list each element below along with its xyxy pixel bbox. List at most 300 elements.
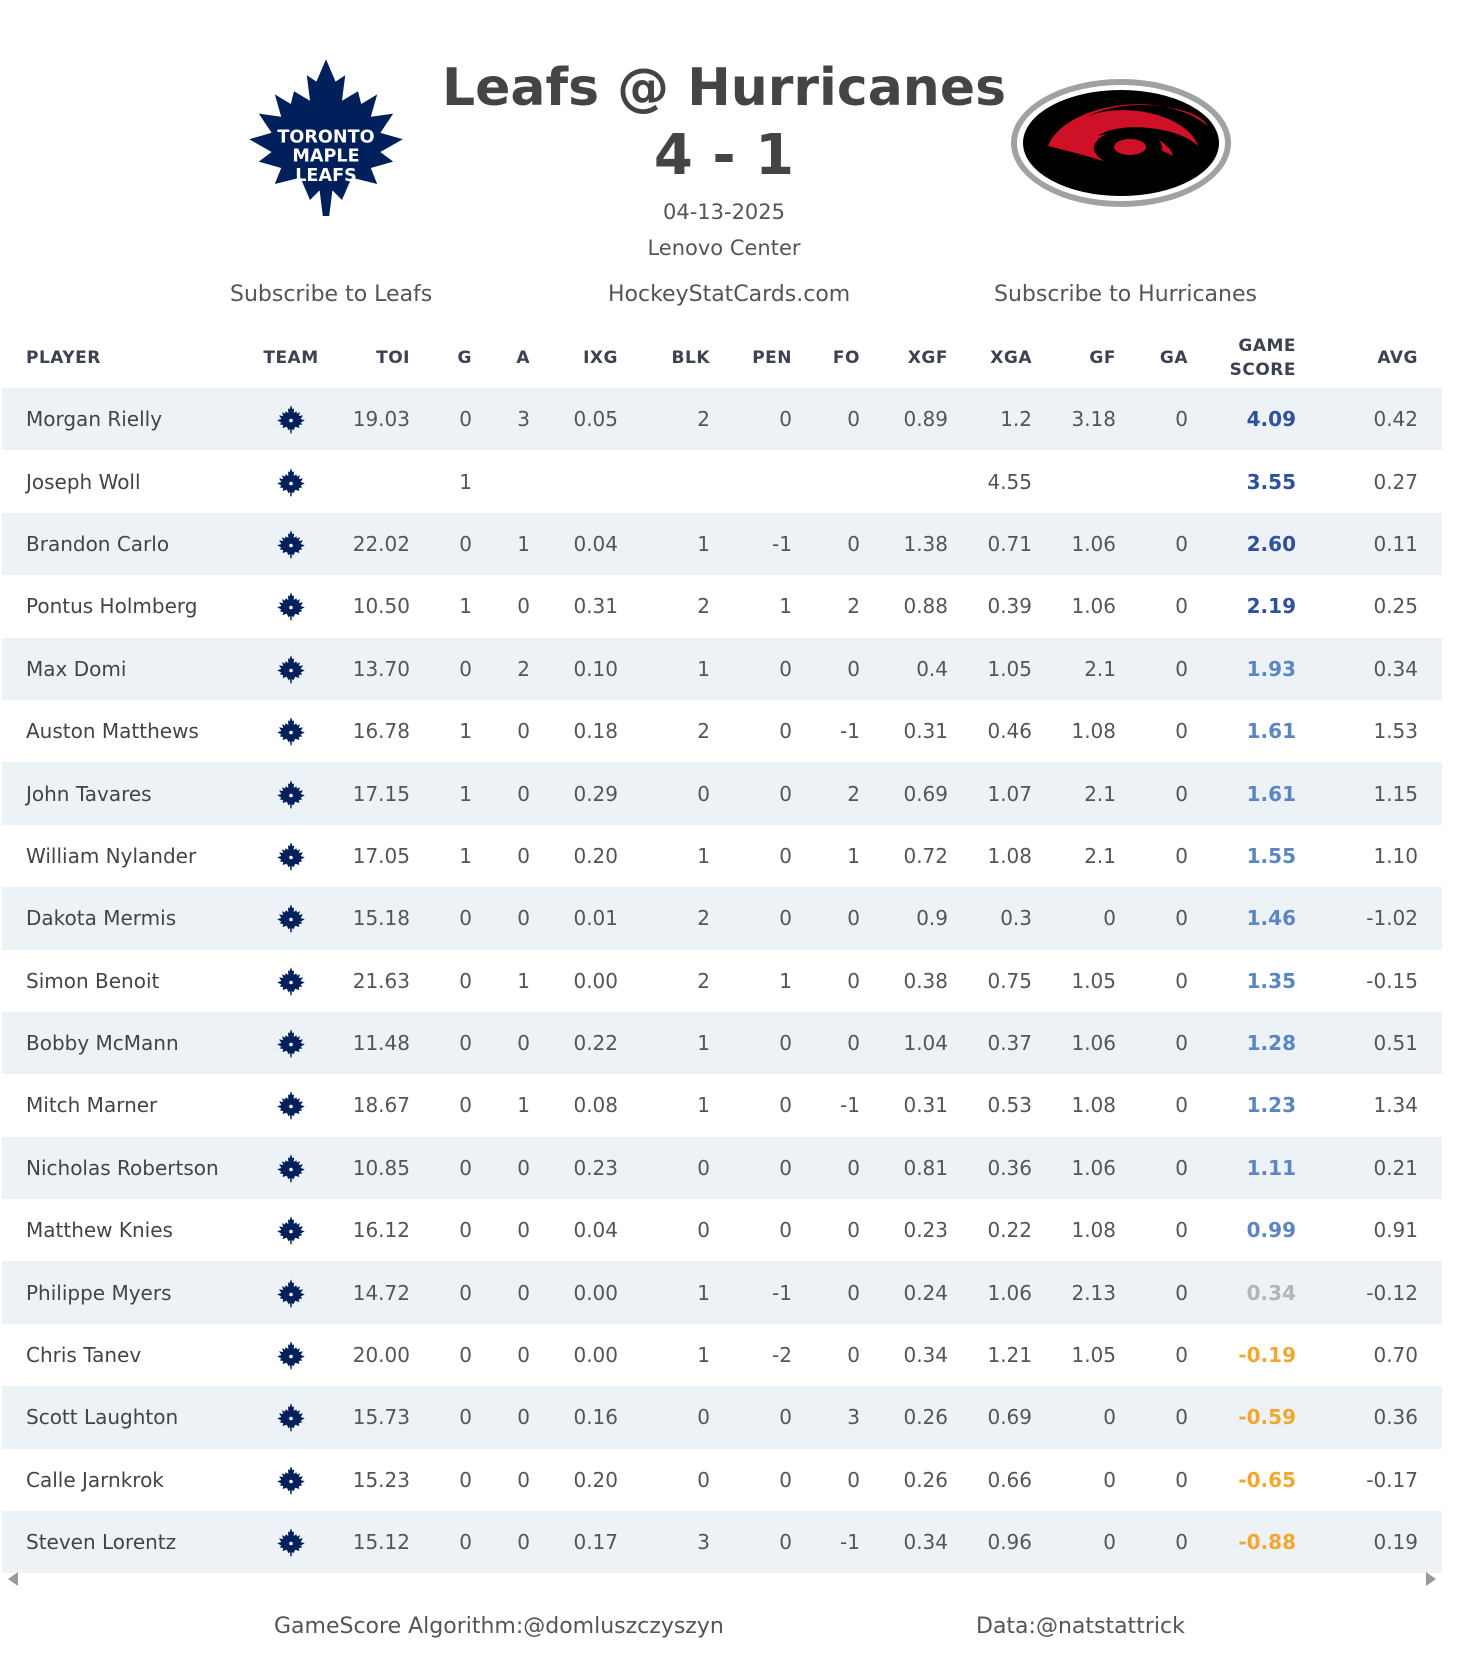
stat-ga: 0 — [1175, 719, 1188, 744]
stat-avg: -1.02 — [1320, 887, 1442, 949]
stat-game-score: 2.60 — [1212, 513, 1320, 575]
stat-fo: -1 — [840, 719, 860, 744]
player-name: Auston Matthews — [26, 719, 199, 744]
maple-leaf-icon — [276, 1339, 306, 1371]
stat-a: 3 — [496, 388, 554, 450]
maple-leaf-icon — [276, 1401, 306, 1433]
maple-leaf-icon — [276, 590, 306, 622]
stat-blk: 1 — [697, 1343, 710, 1368]
team-cell — [234, 513, 348, 575]
stat-gf — [1056, 450, 1140, 512]
stat-blk: 0 — [697, 1218, 710, 1243]
table-row — [2, 388, 1442, 450]
stat-a: 0 — [517, 1343, 530, 1368]
stat-pen: 0 — [734, 1012, 816, 1074]
stat-pen: 0 — [779, 1093, 792, 1118]
stat-a: 1 — [517, 1093, 530, 1118]
maple-leaf-icon — [276, 403, 306, 435]
stat-gf: 1.08 — [1071, 1218, 1116, 1243]
stat-game-score: 0.34 — [1212, 1261, 1320, 1323]
column-header-fo[interactable]: FO — [832, 348, 860, 368]
stat-toi: 11.48 — [348, 1012, 434, 1074]
team-cell — [234, 700, 348, 762]
stat-ixg: 0.01 — [554, 887, 642, 949]
stat-xgf: 0.26 — [884, 1386, 972, 1448]
maple-leaf-icon — [276, 528, 306, 560]
table-row — [2, 1324, 1442, 1386]
stat-toi: 18.67 — [352, 1093, 410, 1118]
stat-blk: 0 — [642, 762, 734, 824]
stat-fo: 0 — [816, 388, 884, 450]
stat-game-score: 4.09 — [1212, 388, 1320, 450]
team-cell — [234, 1449, 348, 1511]
column-header-player[interactable]: PLAYER — [26, 348, 101, 368]
stat-fo: 0 — [816, 513, 884, 575]
stat-xga: 1.2 — [972, 388, 1056, 450]
algorithm-credit[interactable]: GameScore Algorithm:@domluszczyszyn — [274, 1614, 724, 1639]
stat-gf: 2.13 — [1056, 1261, 1140, 1323]
stat-g: 0 — [434, 638, 496, 700]
horizontal-scrollbar[interactable] — [2, 1570, 1442, 1590]
stat-ixg: 0.00 — [573, 1343, 618, 1368]
column-header-avg[interactable]: AVG — [1377, 348, 1418, 368]
stat-blk: 1 — [642, 1261, 734, 1323]
stat-gf: 2.1 — [1084, 843, 1116, 868]
scroll-right-icon[interactable] — [1426, 1572, 1436, 1586]
stat-ixg: 0.16 — [554, 1386, 642, 1448]
table-row — [2, 1012, 1442, 1074]
stat-pen: 0 — [734, 1137, 816, 1199]
stat-g: 0 — [434, 388, 496, 450]
maple-leaf-icon — [276, 1526, 306, 1558]
team-cell — [234, 950, 348, 1012]
stat-avg: 0.51 — [1320, 1012, 1442, 1074]
stat-g: 0 — [434, 513, 496, 575]
stat-ga: 0 — [1175, 1093, 1188, 1118]
stat-avg: 0.21 — [1320, 1137, 1442, 1199]
column-header-xga[interactable]: XGA — [990, 348, 1032, 368]
stat-pen: -2 — [772, 1343, 792, 1368]
stat-toi: 20.00 — [352, 1343, 410, 1368]
team-cell — [234, 1261, 348, 1323]
stat-ixg: 0.05 — [554, 388, 642, 450]
maple-leaf-icon — [276, 1277, 306, 1309]
site-link[interactable]: HockeyStatCards.com — [608, 282, 851, 307]
player-name: Brandon Carlo — [2, 513, 234, 575]
stat-toi: 21.63 — [352, 968, 410, 993]
stat-ga: 0 — [1140, 1012, 1212, 1074]
stat-ixg: 0.17 — [554, 1511, 642, 1573]
maple-leaf-icon — [276, 965, 306, 997]
player-stats-table — [2, 328, 1442, 1573]
maple-leaf-icon — [276, 1464, 306, 1496]
stat-g: 0 — [459, 1343, 472, 1368]
maple-leaf-icon — [276, 466, 306, 498]
stat-gf: 0 — [1056, 1386, 1140, 1448]
stat-a: 0 — [517, 1218, 530, 1243]
logo-text-line-1: TORONTO — [277, 127, 375, 148]
stat-pen: 0 — [734, 887, 816, 949]
stat-pen: 0 — [779, 1467, 792, 1492]
stat-xgf: 0.34 — [884, 1511, 972, 1573]
team-cell — [234, 450, 348, 512]
table-row — [2, 575, 1442, 637]
stat-gf: 3.18 — [1056, 388, 1140, 450]
stat-xgf: 0.72 — [903, 843, 948, 868]
table-row — [2, 1261, 1442, 1323]
stat-xga: 0.75 — [987, 968, 1032, 993]
stat-fo: -1 — [840, 1093, 860, 1118]
stat-gf: 2.1 — [1056, 762, 1140, 824]
stat-fo: 1 — [847, 843, 860, 868]
stat-fo — [816, 450, 884, 512]
stat-pen: 0 — [734, 1511, 816, 1573]
stat-fo: 0 — [847, 968, 860, 993]
stat-a: 0 — [496, 1261, 554, 1323]
team-cell — [234, 887, 348, 949]
stat-a: 0 — [517, 594, 530, 619]
stat-ga: 0 — [1140, 1511, 1212, 1573]
stat-toi: 15.73 — [348, 1386, 434, 1448]
player-name: Bobby McMann — [2, 1012, 234, 1074]
stat-fo: 0 — [816, 1012, 884, 1074]
stat-avg: 0.42 — [1320, 388, 1442, 450]
stat-game-score: 0.99 — [1246, 1218, 1296, 1243]
stat-game-score: -0.65 — [1238, 1467, 1296, 1492]
stat-gf: 1.06 — [1056, 513, 1140, 575]
stat-toi: 10.85 — [348, 1137, 434, 1199]
stat-pen: 0 — [779, 719, 792, 744]
stat-fo: 0 — [816, 1261, 884, 1323]
team-cell — [234, 388, 348, 450]
player-name: John Tavares — [2, 762, 234, 824]
stat-a — [496, 450, 554, 512]
stat-xgf: 1.38 — [884, 513, 972, 575]
stat-toi: 13.70 — [348, 638, 434, 700]
stat-a: 0 — [517, 1467, 530, 1492]
player-name: Calle Jarnkrok — [26, 1467, 164, 1492]
stat-blk: 2 — [697, 968, 710, 993]
stat-g: 1 — [459, 469, 472, 494]
stat-pen: -1 — [734, 513, 816, 575]
player-name: Joseph Woll — [26, 469, 141, 494]
stat-g: 1 — [459, 719, 472, 744]
stat-avg: 0.11 — [1320, 513, 1442, 575]
stat-xga: 0.71 — [972, 513, 1056, 575]
stat-pen: -1 — [734, 1261, 816, 1323]
stat-g: 0 — [459, 968, 472, 993]
stat-blk: 3 — [642, 1511, 734, 1573]
team-cell — [234, 1137, 348, 1199]
team-cell — [234, 1012, 348, 1074]
team-cell — [234, 762, 348, 824]
stat-xgf: 0.9 — [884, 887, 972, 949]
subscribe-hurricanes-link[interactable]: Subscribe to Hurricanes — [994, 282, 1257, 307]
stat-xga: 0.66 — [987, 1467, 1032, 1492]
stat-xgf: 1.04 — [884, 1012, 972, 1074]
player-name: Dakota Mermis — [2, 887, 234, 949]
column-header-game-score[interactable]: GAME SCORE — [1229, 336, 1296, 380]
stat-ixg — [554, 450, 642, 512]
stat-xga: 0.39 — [987, 594, 1032, 619]
stat-avg: 0.70 — [1373, 1343, 1418, 1368]
subscribe-leafs-link[interactable]: Subscribe to Leafs — [230, 282, 433, 307]
stat-xga: 1.21 — [987, 1343, 1032, 1368]
stat-blk: 1 — [642, 1012, 734, 1074]
stat-game-score: -0.59 — [1212, 1386, 1320, 1448]
team-cell — [234, 638, 348, 700]
stat-ixg: 0.31 — [573, 594, 618, 619]
stat-xgf: 0.24 — [884, 1261, 972, 1323]
stat-a: 0 — [517, 719, 530, 744]
stat-pen: 0 — [734, 388, 816, 450]
stat-fo: 0 — [847, 1218, 860, 1243]
stat-ga: 0 — [1140, 1137, 1212, 1199]
stat-xgf: 0.34 — [903, 1343, 948, 1368]
stat-ga: 0 — [1175, 1467, 1188, 1492]
stat-a: 0 — [496, 762, 554, 824]
table-row — [2, 1137, 1442, 1199]
stat-g: 0 — [459, 1093, 472, 1118]
table-row — [2, 1386, 1442, 1448]
player-name: Steven Lorentz — [2, 1511, 234, 1573]
stat-blk: 0 — [697, 1467, 710, 1492]
stat-toi: 16.78 — [352, 719, 410, 744]
stat-a: 1 — [496, 513, 554, 575]
carolina-hurricanes-logo — [1008, 76, 1234, 210]
stat-xgf: 0.89 — [884, 388, 972, 450]
stat-g: 0 — [434, 1386, 496, 1448]
stat-gf: 1.06 — [1056, 1012, 1140, 1074]
stat-blk: 2 — [697, 719, 710, 744]
stat-ixg: 0.04 — [573, 1218, 618, 1243]
team-cell — [234, 1074, 348, 1136]
stat-pen: 1 — [779, 968, 792, 993]
maple-leaf-icon — [276, 1152, 306, 1184]
table-row — [2, 825, 1442, 887]
stat-game-score: 1.46 — [1212, 887, 1320, 949]
stat-ixg: 0.10 — [554, 638, 642, 700]
stat-blk: 0 — [642, 1386, 734, 1448]
player-name: Nicholas Robertson — [2, 1137, 234, 1199]
stat-g: 1 — [459, 594, 472, 619]
stat-ga — [1140, 450, 1212, 512]
stat-fo: -1 — [816, 1511, 884, 1573]
maple-leaf-icon — [276, 902, 306, 934]
stat-game-score: 1.35 — [1246, 968, 1296, 993]
stat-xga: 1.06 — [972, 1261, 1056, 1323]
team-cell — [234, 1386, 348, 1448]
game-header — [0, 0, 1458, 330]
stat-pen — [734, 450, 816, 512]
stat-xgf: 0.23 — [903, 1218, 948, 1243]
stat-xga: 1.07 — [972, 762, 1056, 824]
table-row — [2, 513, 1442, 575]
stat-ga: 0 — [1140, 1261, 1212, 1323]
table-row — [2, 1199, 1442, 1261]
stat-a: 1 — [517, 968, 530, 993]
player-name: Max Domi — [2, 638, 234, 700]
table-row — [2, 700, 1442, 762]
stat-gf: 1.05 — [1071, 1343, 1116, 1368]
stat-avg: 1.10 — [1373, 843, 1418, 868]
player-name: William Nylander — [26, 843, 197, 868]
stat-xga: 0.96 — [972, 1511, 1056, 1573]
column-header-g[interactable]: G — [457, 348, 472, 368]
player-name: Mitch Marner — [26, 1093, 158, 1118]
stat-toi: 15.23 — [352, 1467, 410, 1492]
stat-avg: -0.12 — [1320, 1261, 1442, 1323]
stat-ixg: 0.18 — [573, 719, 618, 744]
stat-ga: 0 — [1140, 638, 1212, 700]
stat-a: 0 — [496, 1386, 554, 1448]
stat-xga: 4.55 — [987, 469, 1032, 494]
stat-game-score: 1.61 — [1212, 762, 1320, 824]
stat-a: 0 — [496, 1511, 554, 1573]
stat-fo: 2 — [816, 762, 884, 824]
title-block — [424, 52, 1024, 262]
stat-avg: -0.15 — [1366, 968, 1418, 993]
data-credit[interactable]: Data:@natstattrick — [976, 1614, 1185, 1639]
stat-ixg: 0.08 — [573, 1093, 618, 1118]
team-cell — [234, 1199, 348, 1261]
stat-avg: 0.27 — [1373, 469, 1418, 494]
stat-toi — [348, 450, 434, 512]
stat-fo: 0 — [847, 1467, 860, 1492]
table-row — [2, 1511, 1442, 1573]
stat-xgf: 0.88 — [903, 594, 948, 619]
stat-a: 2 — [496, 638, 554, 700]
column-header-team[interactable]: TEAM — [263, 348, 319, 368]
stat-xga: 1.05 — [972, 638, 1056, 700]
stat-fo: 0 — [816, 638, 884, 700]
stat-toi: 22.02 — [348, 513, 434, 575]
stat-game-score: 3.55 — [1246, 469, 1296, 494]
stat-g: 0 — [434, 1012, 496, 1074]
game-date: 04-13-2025 — [662, 200, 786, 224]
column-header-ga[interactable]: GA — [1159, 348, 1188, 368]
stat-xga: 0.53 — [987, 1093, 1032, 1118]
stat-gf: 0 — [1056, 887, 1140, 949]
stat-ixg: 0.00 — [554, 1261, 642, 1323]
stat-avg: 0.34 — [1320, 638, 1442, 700]
stat-pen: 0 — [779, 843, 792, 868]
stat-ga: 0 — [1140, 887, 1212, 949]
stat-gf: 1.06 — [1056, 1137, 1140, 1199]
stat-blk: 1 — [697, 1093, 710, 1118]
stat-toi: 16.12 — [352, 1218, 410, 1243]
stat-game-score: -0.88 — [1212, 1511, 1320, 1573]
column-header-blk[interactable]: BLK — [671, 348, 710, 368]
stat-fo: 0 — [847, 1343, 860, 1368]
stat-gf: 2.1 — [1056, 638, 1140, 700]
player-name: Pontus Holmberg — [26, 594, 198, 619]
stat-g: 0 — [434, 887, 496, 949]
stat-avg: 0.36 — [1320, 1386, 1442, 1448]
stat-toi: 17.15 — [348, 762, 434, 824]
table-row — [2, 1449, 1442, 1511]
column-header-xgf[interactable]: XGF — [907, 348, 948, 368]
stat-game-score: 1.61 — [1246, 719, 1296, 744]
stat-fo: 0 — [816, 887, 884, 949]
stat-pen: 0 — [734, 1386, 816, 1448]
player-name: Philippe Myers — [2, 1261, 234, 1323]
maple-leaf-icon — [276, 1089, 306, 1121]
stat-avg: 1.15 — [1320, 762, 1442, 824]
game-venue: Lenovo Center — [647, 236, 801, 260]
team-cell — [234, 1511, 348, 1573]
stat-xgf: 0.4 — [884, 638, 972, 700]
stat-xgf: 0.26 — [903, 1467, 948, 1492]
player-name: Matthew Knies — [26, 1218, 173, 1243]
table-body — [2, 388, 1442, 1573]
stat-blk: 2 — [642, 887, 734, 949]
stat-ixg: 0.29 — [554, 762, 642, 824]
stat-blk: 2 — [697, 594, 710, 619]
table-row — [2, 638, 1442, 700]
stat-game-score: 1.11 — [1212, 1137, 1320, 1199]
stat-g: 0 — [434, 1261, 496, 1323]
stat-avg: 1.34 — [1373, 1093, 1418, 1118]
stat-avg: 0.25 — [1373, 594, 1418, 619]
stat-g: 1 — [459, 843, 472, 868]
stat-pen: 0 — [734, 762, 816, 824]
stat-avg: 1.53 — [1373, 719, 1418, 744]
stat-g: 0 — [434, 1137, 496, 1199]
column-header-gf[interactable]: GF — [1089, 348, 1116, 368]
column-header-toi[interactable]: TOI — [376, 348, 410, 368]
stat-gf: 1.05 — [1071, 968, 1116, 993]
stat-toi: 17.05 — [352, 843, 410, 868]
stat-blk — [642, 450, 734, 512]
column-header-a[interactable]: A — [516, 348, 530, 368]
stat-toi: 15.12 — [348, 1511, 434, 1573]
stat-blk: 1 — [642, 638, 734, 700]
stat-fo: 2 — [847, 594, 860, 619]
stat-ga: 0 — [1175, 1343, 1188, 1368]
stat-blk: 1 — [697, 843, 710, 868]
stat-a: 0 — [496, 887, 554, 949]
stat-xgf: 0.69 — [884, 762, 972, 824]
logo-text-line-2: MAPLE — [292, 146, 360, 167]
stat-gf: 1.08 — [1071, 719, 1116, 744]
column-header-ixg[interactable]: IXG — [583, 348, 618, 368]
stat-ixg: 0.20 — [573, 1467, 618, 1492]
player-name: Simon Benoit — [26, 968, 160, 993]
maple-leaf-icon — [276, 778, 306, 810]
stat-game-score: 1.23 — [1246, 1093, 1296, 1118]
stat-xga: 0.69 — [972, 1386, 1056, 1448]
logo-text-line-3: LEAFS — [295, 165, 357, 186]
maple-leaf-icon — [276, 653, 306, 685]
stat-game-score: 2.19 — [1246, 594, 1296, 619]
stat-toi: 10.50 — [352, 594, 410, 619]
column-header-pen[interactable]: PEN — [752, 348, 792, 368]
stat-pen: 0 — [779, 1218, 792, 1243]
stat-xga: 0.37 — [972, 1012, 1056, 1074]
stat-g: 0 — [459, 1467, 472, 1492]
scroll-left-icon[interactable] — [8, 1572, 18, 1586]
team-cell — [234, 825, 348, 887]
stat-gf: 1.08 — [1071, 1093, 1116, 1118]
stat-toi: 19.03 — [348, 388, 434, 450]
table-header-row — [2, 328, 1442, 388]
stat-xgf: 0.38 — [903, 968, 948, 993]
stat-game-score: -0.19 — [1238, 1343, 1296, 1368]
stat-xga: 0.36 — [972, 1137, 1056, 1199]
stat-gf: 1.06 — [1071, 594, 1116, 619]
stat-ga: 0 — [1175, 594, 1188, 619]
